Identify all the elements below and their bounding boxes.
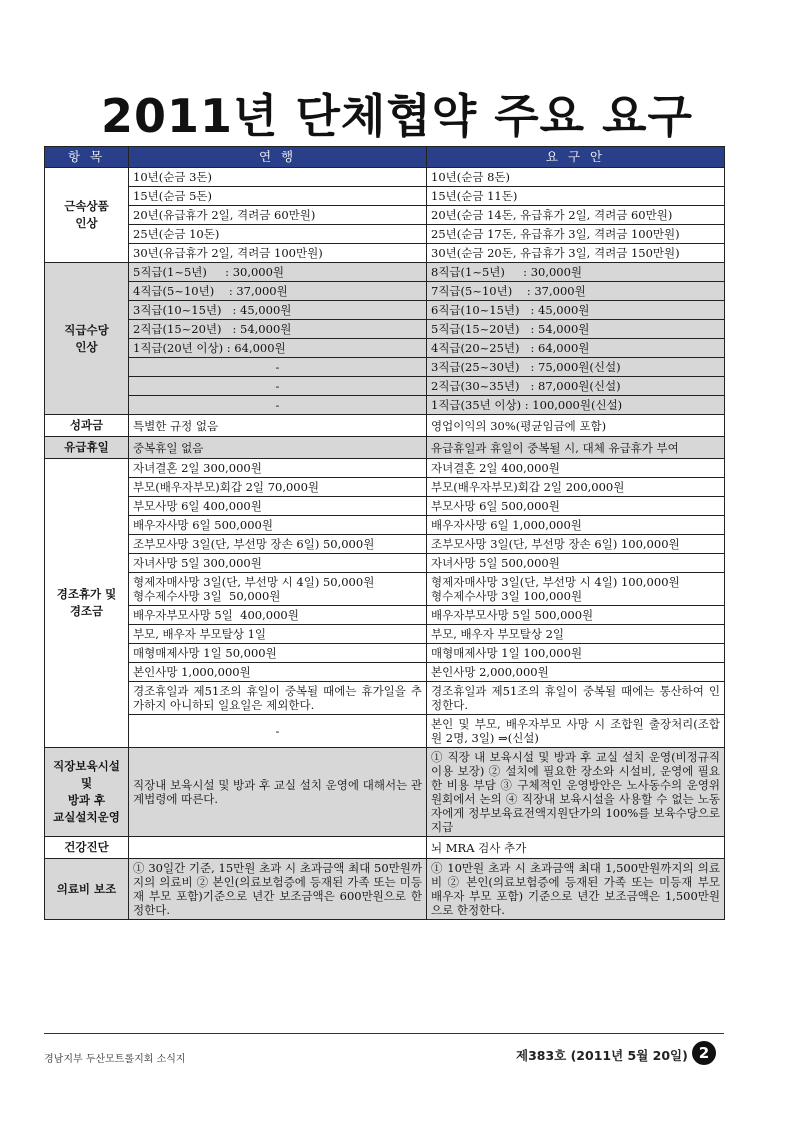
category-cell: 성과금	[45, 415, 129, 437]
table-row	[45, 301, 725, 320]
current-cell: 30년(유급휴가 2일, 격려금 100만원)	[129, 244, 427, 263]
demand-cell: 부모(배우자부모)회갑 2일 200,000원	[427, 478, 725, 497]
current-cell: 경조휴일과 제51조의 휴일이 중복될 때에는 휴가일을 추가하지 아니하되 일요일은 제외한다.	[129, 682, 427, 715]
table-row	[45, 497, 725, 516]
page-number: 2	[692, 1041, 716, 1065]
current-cell: 배우자부모사망 5일 400,000원	[129, 606, 427, 625]
table-row	[45, 625, 725, 644]
category-cell: 의료비 보조	[45, 859, 129, 920]
demand-cell: 3직급(25~30년) : 75,000원(신설)	[427, 358, 725, 377]
table-row	[45, 339, 725, 358]
current-cell: 매형매제사망 1일 50,000원	[129, 644, 427, 663]
category-cell: 유급휴일	[45, 437, 129, 459]
table-row	[45, 244, 725, 263]
current-cell: -	[129, 396, 427, 415]
table-row	[45, 168, 725, 187]
current-cell: 부모, 배우자 부모탈상 1일	[129, 625, 427, 644]
current-cell: 2직급(15~20년) : 54,000원	[129, 320, 427, 339]
demand-cell: 조부모사망 3일(단, 부선망 장손 6일) 100,000원	[427, 535, 725, 554]
table-row	[45, 478, 725, 497]
demand-cell: 경조휴일과 제51조의 휴일이 중복될 때에는 통산하여 인정한다.	[427, 682, 725, 715]
table-row	[45, 206, 725, 225]
current-cell: 15년(순금 5돈)	[129, 187, 427, 206]
demand-cell: 자녀사망 5일 500,000원	[427, 554, 725, 573]
footer-issue: 제383호 (2011년 5월 20일)	[516, 1048, 688, 1063]
demand-cell: 6직급(10~15년) : 45,000원	[427, 301, 725, 320]
demand-cell: 본인 및 부모, 배우자부모 사망 시 조합원 출장처리(조합원 2명, 3일) ⇒(신설)	[427, 715, 725, 748]
current-cell: 배우자사망 6일 500,000원	[129, 516, 427, 535]
category-cell: 직장보육시설 및 방과 후 교실설치운영	[45, 748, 129, 837]
demand-cell: 10년(순금 8돈)	[427, 168, 725, 187]
table-row	[45, 459, 725, 478]
table-row	[45, 282, 725, 301]
current-cell: 25년(순금 10돈)	[129, 225, 427, 244]
category-cell: 경조휴가 및 경조금	[45, 459, 129, 748]
page-title: 2011년 단체협약 주요 요구	[101, 89, 693, 143]
category-cell: 건강진단	[45, 837, 129, 859]
current-cell: 부모사망 6일 400,000원	[129, 497, 427, 516]
table-row	[45, 320, 725, 339]
demand-cell: 본인사망 2,000,000원	[427, 663, 725, 682]
demand-cell: 부모, 배우자 부모탈상 2일	[427, 625, 725, 644]
table-row	[45, 748, 725, 837]
demand-cell: 배우자사망 6일 1,000,000원	[427, 516, 725, 535]
demand-cell: 형제자매사망 3일(단, 부선망 시 4일) 100,000원 형수제수사망 3일 100,000원	[427, 573, 725, 606]
current-cell: 부모(배우자부모)회갑 2일 70,000원	[129, 478, 427, 497]
table-row	[45, 377, 725, 396]
current-cell: -	[129, 377, 427, 396]
current-cell: -	[129, 715, 427, 748]
demand-cell: ① 직장 내 보육시설 및 방과 후 교실 설치 운영(비정규직 이용 보장) ② 설치에 필요한 장소와 시설비, 운영에 필요한 비용 부담 ③ 구체적인 운영방안은 노사동수의 운영위원회에서 논의 ④ 직장내 보육시설을 사용할 수 없는 노동자에게 정부보육료전액지원단가의 100%를 보육수당으로 지급	[427, 748, 725, 837]
table-row	[45, 225, 725, 244]
current-cell: -	[129, 358, 427, 377]
category-cell: 직급수당 인상	[45, 263, 129, 415]
demands-table	[44, 146, 725, 920]
current-cell: 4직급(5~10년) : 37,000원	[129, 282, 427, 301]
demand-cell: 배우자부모사망 5일 500,000원	[427, 606, 725, 625]
current-cell: 1직급(20년 이상) : 64,000원	[129, 339, 427, 358]
table-row	[45, 573, 725, 606]
table-row	[45, 358, 725, 377]
header-current: 연 행	[129, 147, 427, 168]
table-row	[45, 682, 725, 715]
demand-cell: 2직급(30~35년) : 87,000원(신설)	[427, 377, 725, 396]
demand-cell: 부모사망 6일 500,000원	[427, 497, 725, 516]
table-row	[45, 644, 725, 663]
current-cell: 조부모사망 3일(단, 부선망 장손 6일) 50,000원	[129, 535, 427, 554]
current-cell	[129, 837, 427, 859]
table-row	[45, 663, 725, 682]
current-cell: 형제자매사망 3일(단, 부선망 시 4일) 50,000원 형수제수사망 3일 50,000원	[129, 573, 427, 606]
header-item: 항 목	[45, 147, 129, 168]
current-cell: 자녀사망 5일 300,000원	[129, 554, 427, 573]
table-row	[45, 535, 725, 554]
table-row	[45, 415, 725, 437]
demand-cell: 25년(순금 17돈, 유급휴가 3일, 격려금 100만원)	[427, 225, 725, 244]
demand-cell: 5직급(15~20년) : 54,000원	[427, 320, 725, 339]
demand-cell: 뇌 MRA 검사 추가	[427, 837, 725, 859]
table-row	[45, 554, 725, 573]
demand-cell: 영업이익의 30%(평균임금에 포함)	[427, 415, 725, 437]
current-cell: 자녀결혼 2일 300,000원	[129, 459, 427, 478]
current-cell: 직장내 보육시설 및 방과 후 교실 설치 운영에 대해서는 관계법령에 따른다.	[129, 748, 427, 837]
demand-cell: 유급휴일과 휴일이 중복될 시, 대체 유급휴가 부여	[427, 437, 725, 459]
current-cell: ① 30일간 기준, 15만원 초과 시 초과금액 최대 50만원까지의 의료비 ② 본인(의료보험증에 등재된 가족 또는 미등재 부모 포함)기준으로 년간 보조금액은 600만원으로 한정한다.	[129, 859, 427, 920]
table-row	[45, 396, 725, 415]
footer-publication: 경남지부 두산모트롤지회 소식지	[44, 1054, 186, 1065]
demand-cell: 매형매제사망 1일 100,000원	[427, 644, 725, 663]
table-header-row	[45, 147, 725, 168]
current-cell: 중복휴일 없음	[129, 437, 427, 459]
table-row	[45, 263, 725, 282]
demand-cell: 8직급(1~5년) : 30,000원	[427, 263, 725, 282]
demand-cell: 4직급(20~25년) : 64,000원	[427, 339, 725, 358]
table-row	[45, 606, 725, 625]
demand-cell: 20년(순금 14돈, 유급휴가 2일, 격려금 60만원)	[427, 206, 725, 225]
table-row	[45, 187, 725, 206]
table-row	[45, 516, 725, 535]
demand-cell: 15년(순금 11돈)	[427, 187, 725, 206]
demand-cell: 1직급(35년 이상) : 100,000원(신설)	[427, 396, 725, 415]
current-cell: 특별한 규정 없음	[129, 415, 427, 437]
header-demand: 요 구 안	[427, 147, 725, 168]
table-row	[45, 859, 725, 920]
current-cell: 10년(순금 3돈)	[129, 168, 427, 187]
demand-cell: 자녀결혼 2일 400,000원	[427, 459, 725, 478]
demand-cell: 7직급(5~10년) : 37,000원	[427, 282, 725, 301]
category-cell: 근속상품 인상	[45, 168, 129, 263]
table-body	[45, 168, 725, 920]
table-row	[45, 715, 725, 748]
footer-divider	[44, 1033, 724, 1034]
current-cell: 3직급(10~15년) : 45,000원	[129, 301, 427, 320]
table-row	[45, 837, 725, 859]
demand-cell: ① 10만원 초과 시 초과금액 최대 1,500만원까지의 의료비 ② 본인(의료보험증에 등재된 가족 또는 미등재 부모 배우자 부모 포함) 기준으로 년간 보조금액은 1,500만원으로 한정한다.	[427, 859, 725, 920]
current-cell: 20년(유급휴가 2일, 격려금 60만원)	[129, 206, 427, 225]
current-cell: 5직급(1~5년) : 30,000원	[129, 263, 427, 282]
table-row	[45, 437, 725, 459]
demand-cell: 30년(순금 20돈, 유급휴가 3일, 격려금 150만원)	[427, 244, 725, 263]
current-cell: 본인사망 1,000,000원	[129, 663, 427, 682]
